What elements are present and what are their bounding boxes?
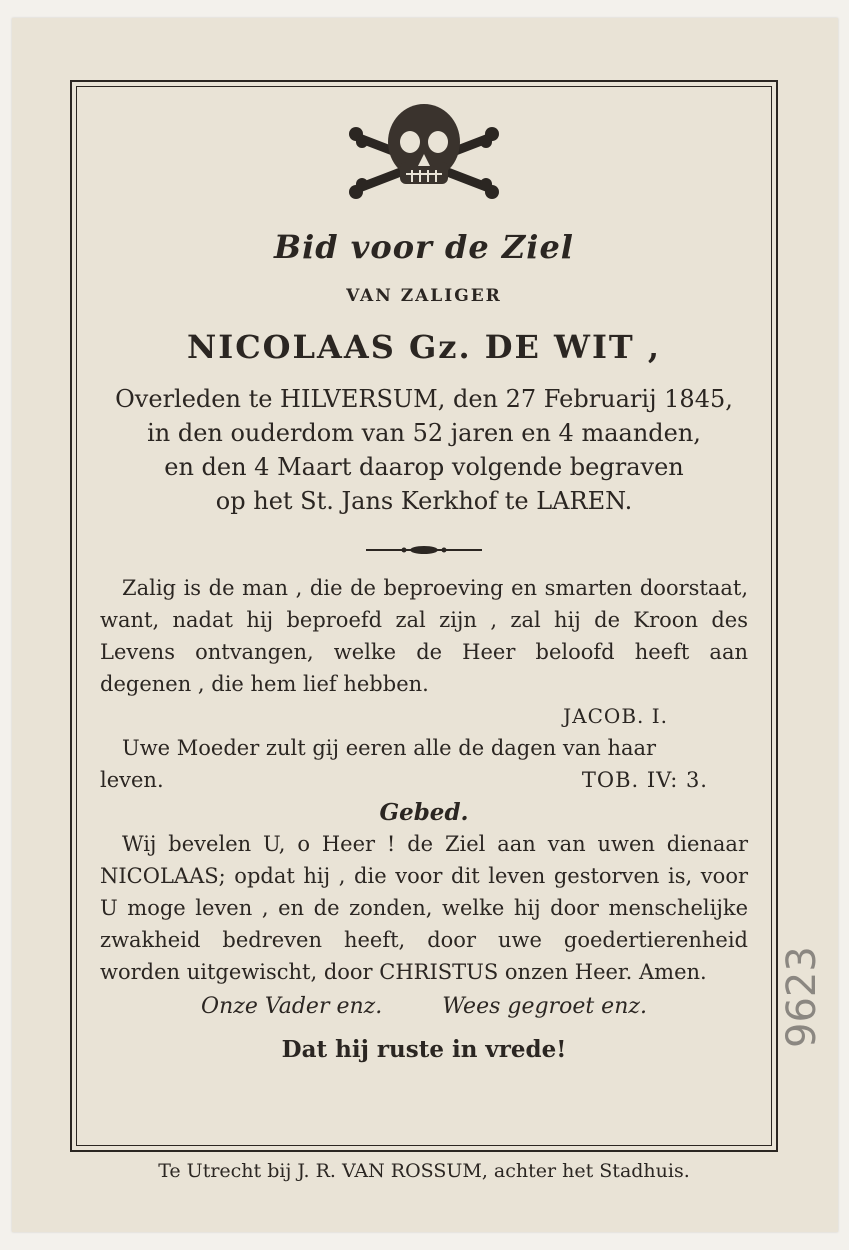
- verse-reference: JACOB. I.: [563, 704, 668, 728]
- death-line: op het St. Jans Kerkhof te LAREN.: [215, 487, 633, 515]
- card-subtitle: VAN ZALIGER: [346, 286, 502, 306]
- prayer-text: Wij bevelen U, o Heer ! de Ziel aan van uwen dienaar NICOLAAS; opdat hij , die voor dit leven gestorven is, voor U moge leven , en de zonden, welke hij door menschelijke zwakheid bedreven heeft, door uwe goedertierenheid worden uitgewischt, door CHRISTUS onzen Heer. Amen.: [100, 832, 748, 984]
- ornament-divider-icon: [364, 544, 484, 556]
- rest-in-peace: Dat hij ruste in vrede!: [281, 1036, 567, 1063]
- death-line: en den 4 Maart daarop volgende begraven: [164, 453, 684, 481]
- verse-2-tail: leven.: [100, 768, 164, 792]
- closing-our-father: Onze Vader enz.: [201, 994, 383, 1019]
- death-line: Overleden te HILVERSUM, den 27 Februarij 1845,: [115, 385, 733, 413]
- bible-verse-2: Uwe Moeder zult gij eeren alle de dagen van haar: [122, 736, 657, 760]
- deceased-name: NICOLAAS Gz. DE WIT ,: [186, 328, 662, 366]
- archive-number: 9623: [779, 946, 825, 1048]
- skull-crossbones-icon: [344, 100, 504, 200]
- prayer-heading: Gebed.: [379, 799, 469, 826]
- death-line: in den ouderdom van 52 jaren en 4 maanden,: [147, 419, 701, 447]
- closing-prayers: [100, 990, 748, 1024]
- closing-hail-mary: Wees gegroet enz.: [442, 994, 647, 1019]
- verse-reference-2: TOB. IV: 3.: [581, 768, 708, 792]
- death-notice: [100, 382, 748, 518]
- card-content: [100, 100, 748, 1063]
- verse-2-end: [100, 764, 748, 796]
- card-title: Bid voor de Ziel: [274, 228, 574, 266]
- bible-verse: Zalig is de man , die de beproeving en smarten doorstaat, want, nadat hij beproefd zal zijn , zal hij de Kroon des Levens ontvangen, welke de Heer beloofd heeft aan degenen , die hem lief hebben.: [100, 576, 748, 696]
- printer-imprint: Te Utrecht bij J. R. VAN ROSSUM, achter het Stadhuis.: [158, 1160, 690, 1182]
